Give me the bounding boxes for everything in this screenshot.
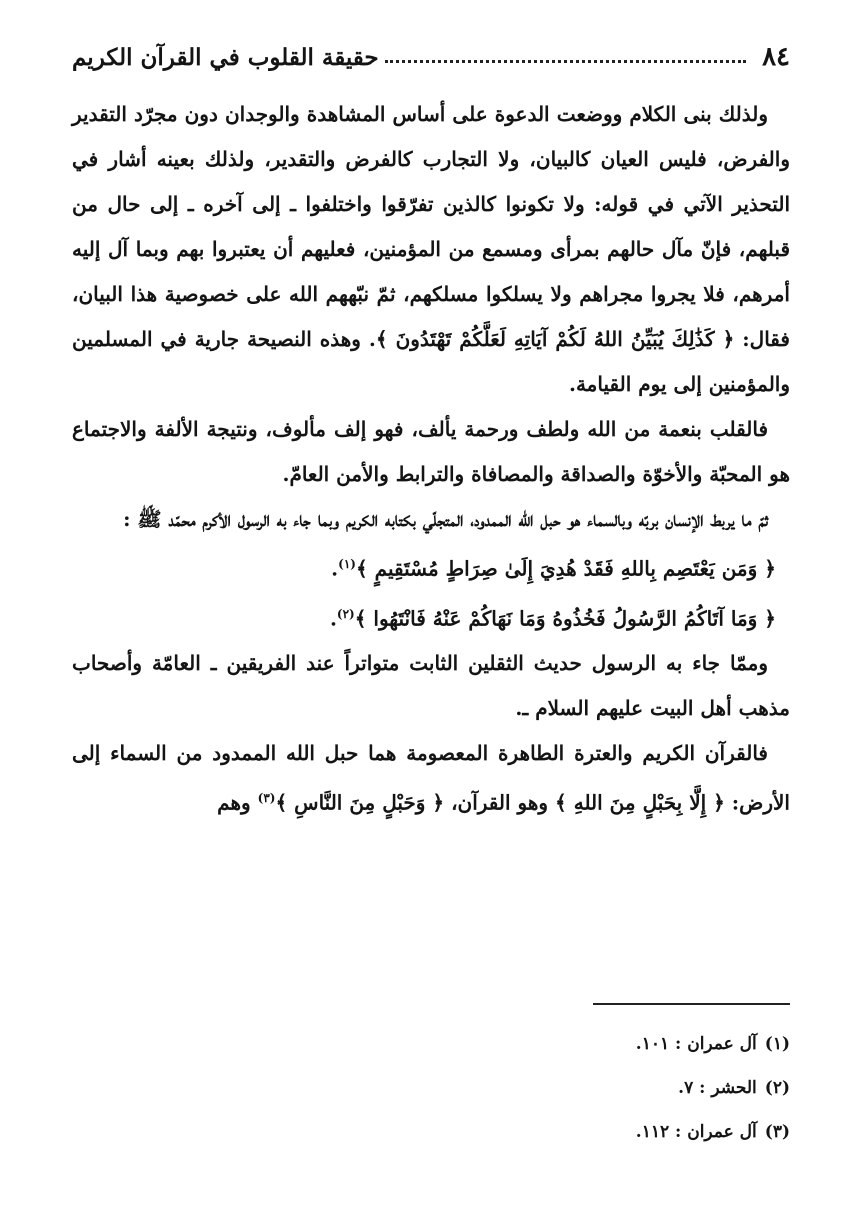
quran-verse: ﴿ وَمَا آتَاكُمُ الرَّسُولُ فَخُذُوهُ وَمَا نَهَاكُمْ عَنْهُ فَانْتَهُوا ﴾$^{(٢)}$. [329,606,776,631]
footnote-number: (٣) [764,1122,790,1142]
paragraph: ثمّ ما يربط الإنسان بربّه وبالسماء هو حبل الله الممدود، المتجلّي بكتابه الكريم وبما جاء به الرسول الأكرم محمّد ﷺ : [123,507,768,531]
footnote-text: آل عمران : ١١٢. [635,1122,757,1142]
main-text [72,92,790,826]
footnote [72,1022,790,1066]
running-title: حقيقة القلوب في القرآن الكريم [72,43,379,71]
footnote-ref: (١) [338,557,356,571]
paragraph [72,731,790,826]
footnote-number: (٢) [764,1078,790,1098]
paragraph: ولذلك بنى الكلام ووضعت الدعوة على أساس المشاهدة والوجدان دون مجرّد التقدير والفرض، فليس العيان كالبيان، ولا التجارب كالفرض والتقدير، ولذلك بعينه أشار في التحذير الآتي في قوله: ولا تكونوا كالذين تفرّقوا واختلفوا ـ إلى آخره ـ إلى حال من قبلهم، فإنّ مآل حالهم بمرأى ومسمع من المؤمنين، فعليهم أن يعتبروا بهم وبما آل إليه أمرهم، فلا يجروا مجراهم ولا يسلكوا مسلكهم، ثمّ نبّههم الله على خصوصية هذا البيان، فقال: ﴿ كَذَٰلِكَ يُبَيِّنُ اللهُ لَكُمْ آيَاتِهِ لَعَلَّكُمْ تَهْتَدُونَ ﴾. وهذه النصيحة جارية في المسلمين والمؤمنين إلى يوم القيامة. [72,102,790,396]
paragraph-text: فالقرآن الكريم والعترة الطاهرة المعصومة هما حبل الله الممدود من السماء إلى الأرض: ﴿ إِلَّا بِحَبْلٍ مِنَ اللهِ ﴾ وهو القرآن، ﴿ وَحَبْلٍ مِنَ النَّاسِ ﴾ [72,741,790,815]
paragraph: فالقلب بنعمة من الله ولطف ورحمة يألف، فهو إلف مألوف، ونتيجة الألفة والاجتماع هو المحبّة والأخوّة والصداقة والمصافاة والترابط والأمن العامّ. [72,417,790,486]
footnote-text: الحشر : ٧. [678,1078,757,1098]
page-header [72,34,790,80]
verse-text: ﴿ وَمَا آتَاكُمُ الرَّسُولُ فَخُذُوهُ وَمَا نَهَاكُمْ عَنْهُ فَانْتَهُوا ﴾ [354,606,776,631]
paragraph: وممّا جاء به الرسول حديث الثقلين الثابت متواتراً عند الفريقين ـ العامّة وأصحاب مذهب أهل البيت عليهم السلام ـ. [72,651,790,721]
paragraph-text: وهم [217,790,258,815]
footnote-text: آل عمران : ١٠١. [635,1034,757,1054]
footnote [72,1110,790,1154]
footnote-ref: (٣) [257,791,276,806]
footnote-ref: (٢) [336,606,355,621]
footnote [72,1066,790,1110]
page-number: ٨٤ [762,42,790,72]
footnotes [72,1022,790,1154]
footnote-number: (١) [764,1034,790,1054]
footnote-separator [593,1003,790,1005]
quran-verse: ﴿ وَمَن يَعْتَصِم بِاللهِ فَقَدْ هُدِيَ إِلَىٰ صِرَاطٍ مُسْتَقِيمٍ ﴾$^{(١)}$. [331,556,776,581]
verse-text: ﴿ وَمَن يَعْتَصِم بِاللهِ فَقَدْ هُدِيَ إِلَىٰ صِرَاطٍ مُسْتَقِيمٍ ﴾ [355,556,776,581]
header-dot-leader [385,60,746,63]
